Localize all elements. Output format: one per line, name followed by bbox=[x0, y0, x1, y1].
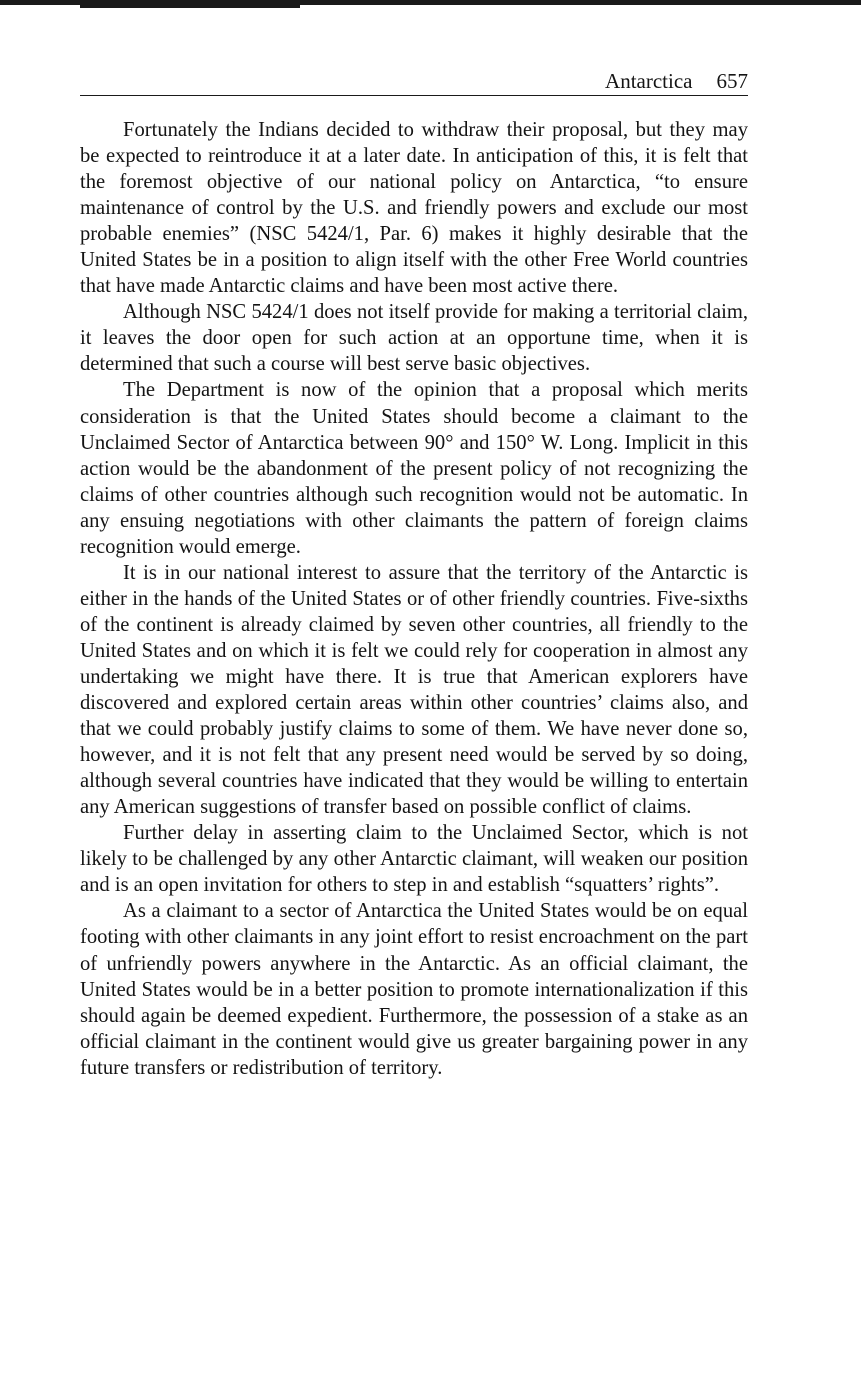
paragraph: It is in our national interest to assure that the territory of the Antarctic is either in the hands of the United States or of other friendly countries. Five-sixths of the continent is already claimed by seven other countries, all friendly to the United States and on which it is felt we could rely for cooperation in almost any undertaking we might have there. It is true that American explorers have discovered and explored certain areas within other countries’ claims also, and that we could probably justify claims to some of them. We have never done so, however, and it is not felt that any present need would be served by so doing, although several countries have indicated that they would be willing to entertain any American suggestions of transfer based on possible conflict of claims. bbox=[80, 561, 748, 819]
paragraph: Further delay in asserting claim to the Unclaimed Sector, which is not likely to be challenged by any other Antarctic claimant, will weaken our position and is an open invitation for others to step in and establish “squatters’ rights”. bbox=[80, 822, 748, 897]
paragraph: Fortunately the Indians decided to withdraw their proposal, but they may be expected to reintroduce it at a later date. In anticipation of this, it is felt that the foremost objective of our national policy on Antarctica, “to ensure maintenance of control by the U.S. and friendly powers and exclude our most probable enemies” (NSC 5424/1, Par. 6) makes it highly desirable that the United States be in a position to align itself with the other Free World countries that have made Antarctic claims and have been most active there. bbox=[80, 119, 748, 298]
page-number: 657 bbox=[716, 69, 748, 93]
running-head bbox=[80, 68, 748, 96]
paragraph: Although NSC 5424/1 does not itself provide for making a territorial claim, it leaves the door open for such action at an opportune time, when it is determined that such a course will best serve basic objectives. bbox=[80, 301, 748, 376]
running-head-title: Antarctica bbox=[605, 69, 693, 93]
scan-top-border-thick bbox=[80, 0, 300, 8]
paragraph: The Department is now of the opinion that a proposal which merits consideration is that the United States should become a claimant to the Unclaimed Sector of Antarctica between 90° and 150° W. Long. Implicit in this action would be the abandonment of the present policy of not recognizing the claims of other countries although such recognition would not be automatic. In any ensuing negotiations with other claimants the pattern of foreign claims recognition would emerge. bbox=[80, 379, 748, 558]
body-text bbox=[80, 117, 748, 1081]
paragraph: As a claimant to a sector of Antarctica the United States would be on equal footing with other claimants in any joint effort to resist encroachment on the part of unfriendly powers anywhere in the Antarctic. As an official claimant, the United States would be in a better position to promote internationalization if this should again be deemed expedient. Furthermore, the possession of a stake as an official claimant in the continent would give us greater bargaining power in any future transfers or redistribution of territory. bbox=[80, 900, 748, 1079]
